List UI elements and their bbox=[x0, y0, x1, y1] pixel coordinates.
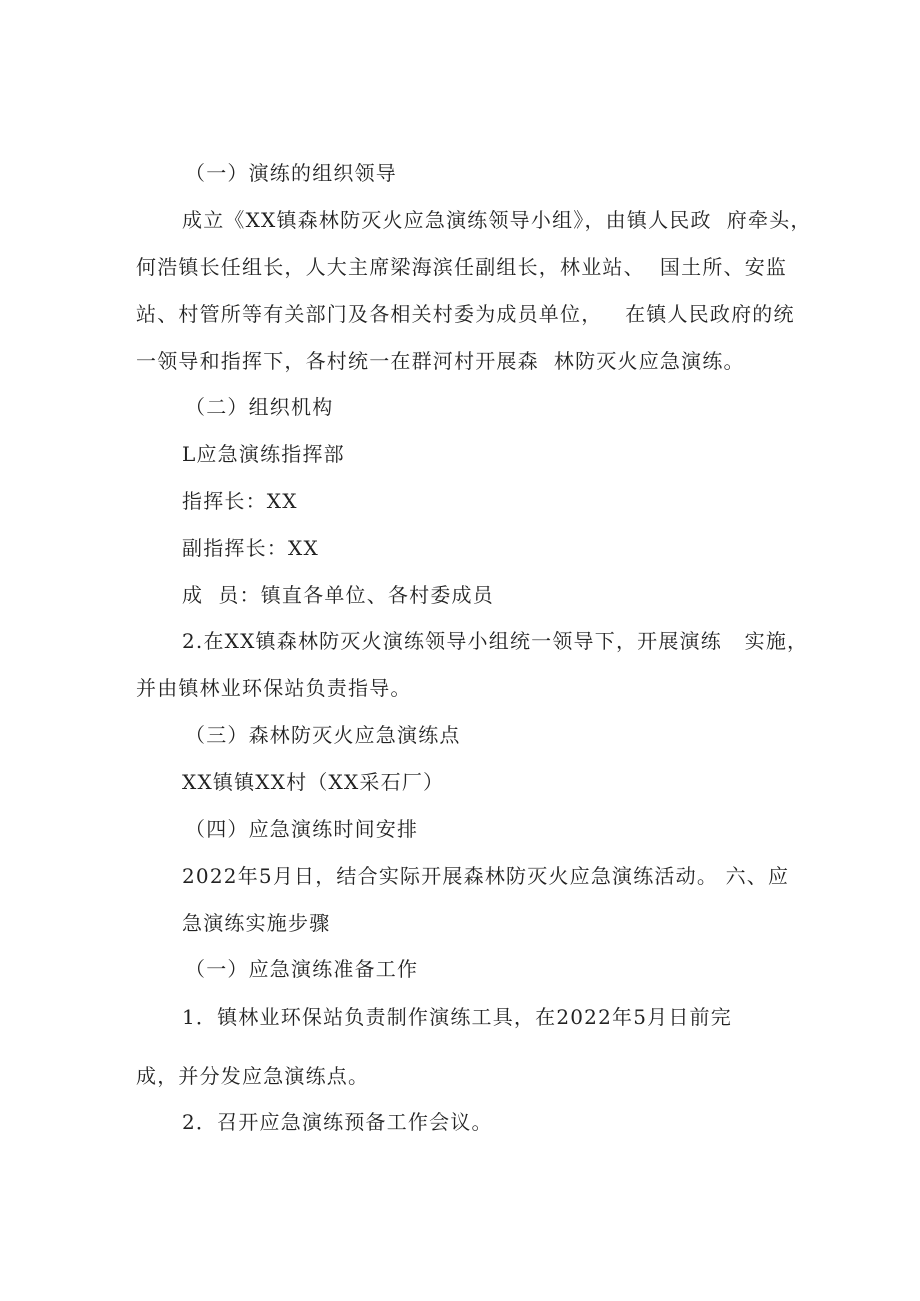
item-2-line-2: 并由镇林业环保站负责指导。 bbox=[136, 676, 412, 700]
section-1-heading: （一）演练的组织领导 bbox=[185, 161, 397, 185]
item-2-line-1: 2.在XX镇森林防灭火演练领导小组统一领导下，开展演练 实施， bbox=[182, 629, 809, 653]
section-1-paragraph-line-4: 一领导和指挥下，各村统一在群河村开展森 林防灭火应急演练。 bbox=[136, 349, 745, 373]
section-1-paragraph-line-3: 站、村管所等有关部门及各相关村委为成员单位， 在镇人民政府的统 bbox=[136, 302, 795, 326]
section-4-heading: （四）应急演练时间安排 bbox=[185, 817, 419, 841]
section-2-heading: （二）组织机构 bbox=[185, 395, 334, 419]
deputy-commander: 副指挥长：XX bbox=[182, 536, 319, 560]
prep-heading: （一）应急演练准备工作 bbox=[185, 957, 419, 981]
prep-item-2: 2．召开应急演练预备工作会议。 bbox=[182, 1110, 493, 1134]
section-1-paragraph-line-1: 成立《XX镇森林防灭火应急演练领导小组》，由镇人民政 府牵头， bbox=[182, 208, 812, 232]
prep-item-1-line-1: 1．镇林业环保站负责制作演练工具，在2022年5月日前完 bbox=[182, 1005, 732, 1029]
section-1-paragraph-line-2: 何浩镇长任组长，人大主席梁海滨任副组长，林业站、 国土所、安监 bbox=[136, 255, 788, 279]
commander: 指挥长：XX bbox=[182, 489, 298, 513]
schedule-line-1: 2022年5月日，结合实际开展森林防灭火应急演练活动。 六、应 bbox=[182, 864, 790, 888]
command-title: L应急演练指挥部 bbox=[182, 442, 345, 466]
members: 成 员：镇直各单位、各村委成员 bbox=[182, 583, 494, 607]
drill-site: XX镇镇XX村（XX采石厂） bbox=[182, 770, 445, 794]
section-3-heading: （三）森林防灭火应急演练点 bbox=[185, 723, 461, 747]
prep-item-1-line-2: 成，并分发应急演练点。 bbox=[136, 1064, 370, 1088]
schedule-line-2: 急演练实施步骤 bbox=[182, 911, 331, 935]
